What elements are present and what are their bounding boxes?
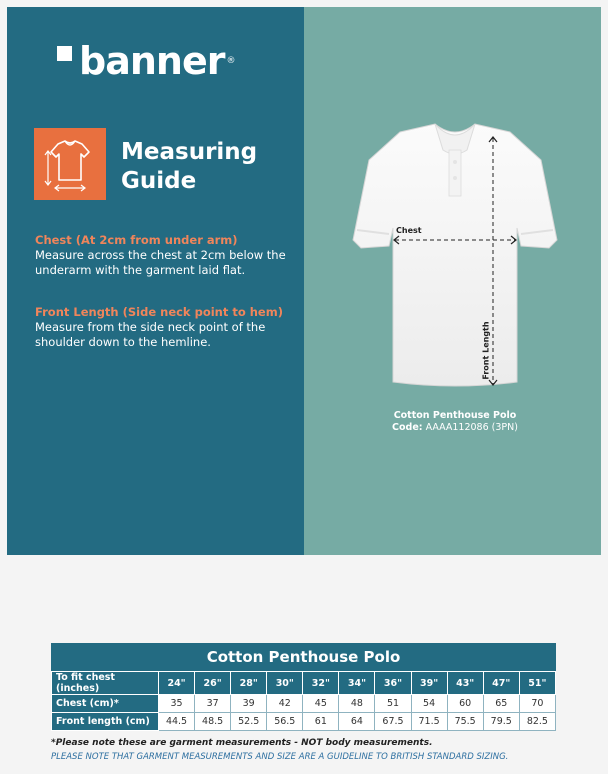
table-cell: 51": [519, 672, 555, 695]
chest-diagram-label: Chest: [396, 226, 422, 235]
size-table-title: Cotton Penthouse Polo: [51, 643, 556, 671]
table-cell: 61: [303, 713, 339, 731]
table-cell: 79.5: [483, 713, 519, 731]
title-line-2: Guide: [121, 168, 197, 194]
table-cell: 42: [267, 695, 303, 713]
logo-registered-mark: ®: [226, 56, 236, 66]
product-caption: [330, 410, 580, 434]
table-cell: 82.5: [519, 713, 555, 731]
logo-text: banner: [79, 39, 225, 83]
product-code: [330, 422, 580, 434]
table-row: [52, 672, 556, 695]
table-cell: 67.5: [375, 713, 411, 731]
table-cell: 70: [519, 695, 555, 713]
table-cell: 34": [339, 672, 375, 695]
table-cell: 75.5: [447, 713, 483, 731]
table-cell: 56.5: [267, 713, 303, 731]
product-code-value: AAAA112086 (3PN): [425, 422, 518, 433]
front-length-diagram-label: Front Length: [481, 321, 491, 380]
page-title: [121, 138, 257, 196]
garment-note: *Please note these are garment measurements - NOT body measurements.: [51, 738, 433, 748]
table-cell: 43": [447, 672, 483, 695]
chest-body: Measure across the chest at 2cm below the underarm with the garment laid flat.: [35, 248, 286, 277]
table-cell: 60: [447, 695, 483, 713]
size-table: [51, 643, 556, 731]
table-cell: 64: [339, 713, 375, 731]
table-cell: 28": [231, 672, 267, 695]
title-line-1: Measuring: [121, 139, 258, 165]
table-cell: 48.5: [195, 713, 231, 731]
left-panel: [7, 7, 304, 555]
front-length-body: Measure from the side neck point of the shoulder down to the hemline.: [35, 320, 266, 349]
table-cell: 45: [303, 695, 339, 713]
product-name: Cotton Penthouse Polo: [393, 410, 517, 421]
row-label: Front length (cm): [52, 713, 159, 731]
table-cell: 39: [231, 695, 267, 713]
front-length-heading: Front Length (Side neck point to hem): [35, 305, 283, 319]
row-label: Chest (cm)*: [52, 695, 159, 713]
table-cell: 51: [375, 695, 411, 713]
table-cell: 71.5: [411, 713, 447, 731]
row-label: To fit chest (inches): [52, 672, 159, 695]
sizing-guideline-note: PLEASE NOTE THAT GARMENT MEASUREMENTS AND SIZE ARE A GUIDELINE TO BRITISH STANDARD SIZING.: [51, 752, 509, 762]
front-length-section: [35, 305, 290, 349]
product-code-label: Code:: [392, 422, 423, 433]
table-cell: 39": [411, 672, 447, 695]
table-cell: 47": [483, 672, 519, 695]
table-cell: 30": [267, 672, 303, 695]
table-cell: 26": [195, 672, 231, 695]
logo-square-icon: [57, 46, 72, 61]
chest-heading: Chest (At 2cm from under arm): [35, 233, 238, 247]
chest-section: [35, 233, 290, 277]
table-cell: 54: [411, 695, 447, 713]
table-row: [52, 695, 556, 713]
table-cell: 35: [159, 695, 195, 713]
table-cell: 48: [339, 695, 375, 713]
brand-logo: [57, 40, 235, 82]
table-cell: 37: [195, 695, 231, 713]
table-cell: 24": [159, 672, 195, 695]
table-cell: 36": [375, 672, 411, 695]
shirt-measure-icon: [34, 128, 106, 200]
table-cell: 65: [483, 695, 519, 713]
table-cell: 32": [303, 672, 339, 695]
top-strip: [0, 0, 608, 7]
polo-shirt-diagram: [345, 120, 565, 399]
size-table-grid: [51, 671, 556, 731]
table-cell: 52.5: [231, 713, 267, 731]
table-row: [52, 713, 556, 731]
table-cell: 44.5: [159, 713, 195, 731]
